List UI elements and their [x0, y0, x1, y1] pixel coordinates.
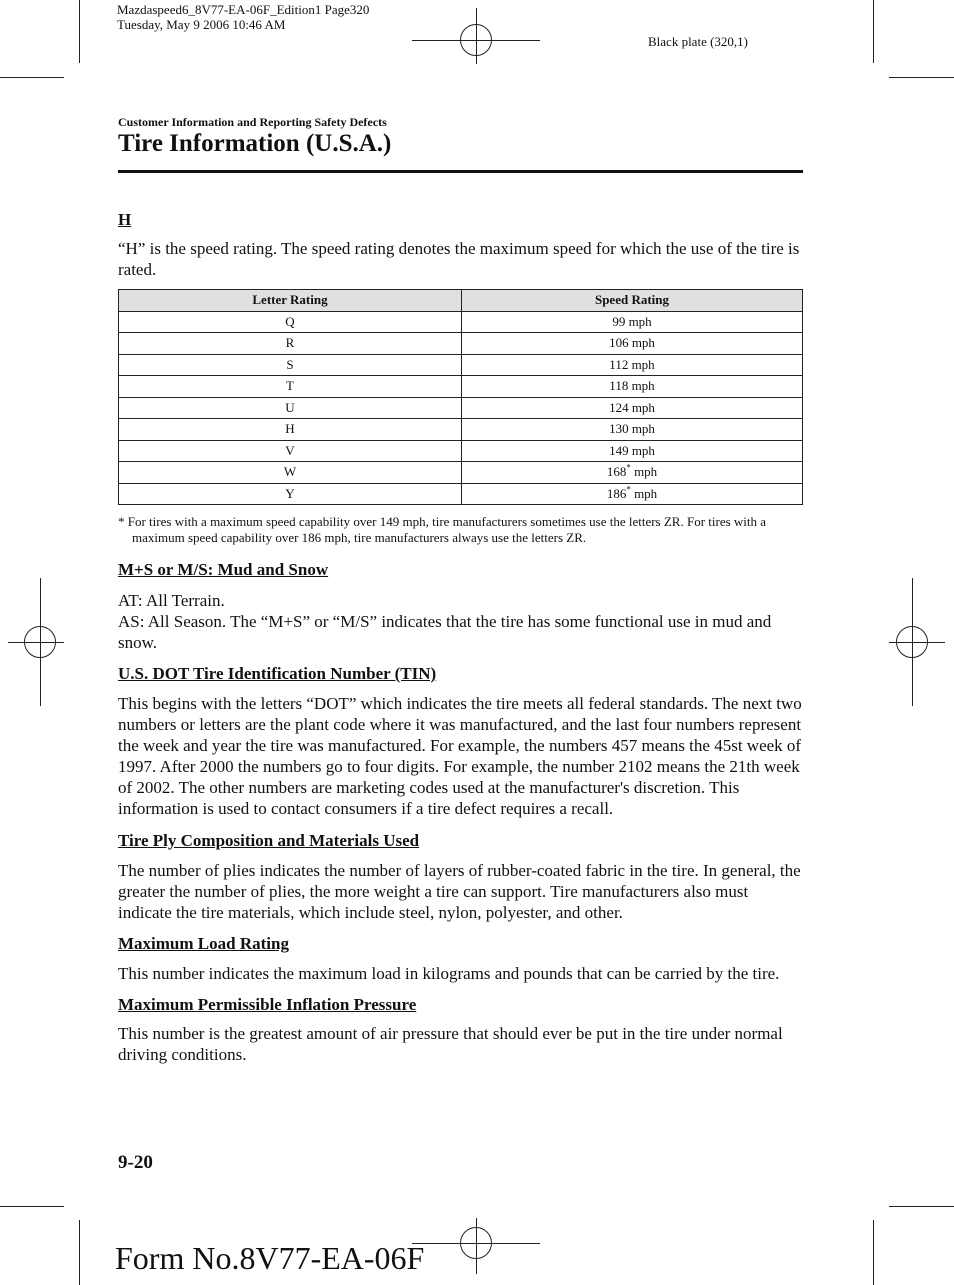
print-slug — [117, 2, 369, 32]
speed-value: 168 — [606, 464, 627, 480]
all-season-text: AS: All Season. The “M+S” or “M/S” indicates that the tire has some functional use in mud and snow. — [118, 612, 772, 652]
table-row — [119, 397, 803, 419]
letter-cell: S — [119, 354, 462, 376]
speed-cell: 149 mph — [462, 440, 803, 462]
table-row — [119, 333, 803, 355]
inflation-pressure-text: This number is the greatest amount of air pressure that should ever be put in the tire under normal driving conditions. — [118, 1024, 783, 1064]
table-row — [119, 483, 803, 505]
speed-cell: 124 mph — [462, 397, 803, 419]
table-header-row — [119, 290, 803, 312]
inflation-pressure-heading: Maximum Permissible Inflation Pressure — [118, 995, 417, 1014]
letter-cell: T — [119, 376, 462, 398]
mud-snow-heading: M+S or M/S: Mud and Snow — [118, 560, 329, 579]
speed-unit: mph — [630, 464, 658, 480]
speed-unit: mph — [630, 485, 658, 501]
table-row — [119, 311, 803, 333]
h-heading: H — [118, 210, 132, 229]
table-row — [119, 354, 803, 376]
speed-cell: 118 mph — [462, 376, 803, 398]
speed-cell — [462, 462, 803, 484]
table-row — [119, 419, 803, 441]
slug-line-1: Mazdaspeed6_8V77-EA-06F_Edition1 Page320 — [117, 2, 370, 17]
speed-rating-table — [118, 289, 803, 505]
table-footnote: * For tires with a maximum speed capability over 149 mph, tire manufacturers sometimes use the letters ZR. For tires with a maximum speed capability over 186 mph, tire manufacturers always use the letters ZR. — [118, 514, 767, 545]
page-number: 9-20 — [118, 1152, 153, 1173]
speed-cell — [462, 483, 803, 505]
tin-text: This begins with the letters “DOT” which indicates the tire meets all federal standards. The next two numbers or letters are the plant code where it was manufactured, and the last four numbers represent the week and year the tire was manufactured. For example, the numbers 457 means the 45st week of 1997. After 2000 the numbers go to four digits. For example, the number 2102 means the 21th week of 2002. The other numbers are marketing codes used at the manufacturer's discretion. This information is used to contact consumers if a tire defect requires a recall. — [118, 694, 802, 818]
header-letter-rating: Letter Rating — [119, 290, 462, 312]
table-row — [119, 376, 803, 398]
plate-label: Black plate (320,1) — [648, 34, 748, 49]
title-rule — [118, 170, 803, 173]
letter-cell: U — [119, 397, 462, 419]
load-rating-text: This number indicates the maximum load in kilograms and pounds that can be carried by the tire. — [118, 964, 780, 983]
load-rating-heading: Maximum Load Rating — [118, 934, 289, 953]
h-text: “H” is the speed rating. The speed rating denotes the maximum speed for which the use of the tire is rated. — [118, 239, 800, 279]
tin-heading: U.S. DOT Tire Identification Number (TIN) — [118, 664, 437, 683]
page-content — [118, 208, 803, 1065]
speed-cell: 106 mph — [462, 333, 803, 355]
letter-cell: H — [119, 419, 462, 441]
letter-cell: W — [119, 462, 462, 484]
speed-cell: 99 mph — [462, 311, 803, 333]
letter-cell: Q — [119, 311, 462, 333]
form-number: Form No.8V77-EA-06F — [115, 1240, 425, 1276]
page-title: Tire Information (U.S.A.) — [118, 130, 392, 157]
letter-cell: R — [119, 333, 462, 355]
footnote-star: * — [626, 462, 631, 473]
letter-cell: V — [119, 440, 462, 462]
footnote-star: * — [626, 484, 631, 495]
table-row — [119, 440, 803, 462]
speed-value: 186 — [606, 485, 627, 501]
table-row — [119, 462, 803, 484]
speed-cell: 112 mph — [462, 354, 803, 376]
speed-cell: 130 mph — [462, 419, 803, 441]
section-label: Customer Information and Reporting Safety Defects — [118, 115, 387, 129]
all-terrain-text: AT: All Terrain. — [118, 591, 225, 610]
letter-cell: Y — [119, 483, 462, 505]
ply-heading: Tire Ply Composition and Materials Used — [118, 831, 420, 850]
header-speed-rating: Speed Rating — [462, 290, 803, 312]
ply-text: The number of plies indicates the number of layers of rubber-coated fabric in the tire. In general, the greater the number of plies, the more weight a tire can support. Tire manufacturers also must indicate the tire materials, which include steel, nylon, polyester, and other. — [118, 861, 801, 922]
slug-line-2: Tuesday, May 9 2006 10:46 AM — [117, 17, 286, 32]
